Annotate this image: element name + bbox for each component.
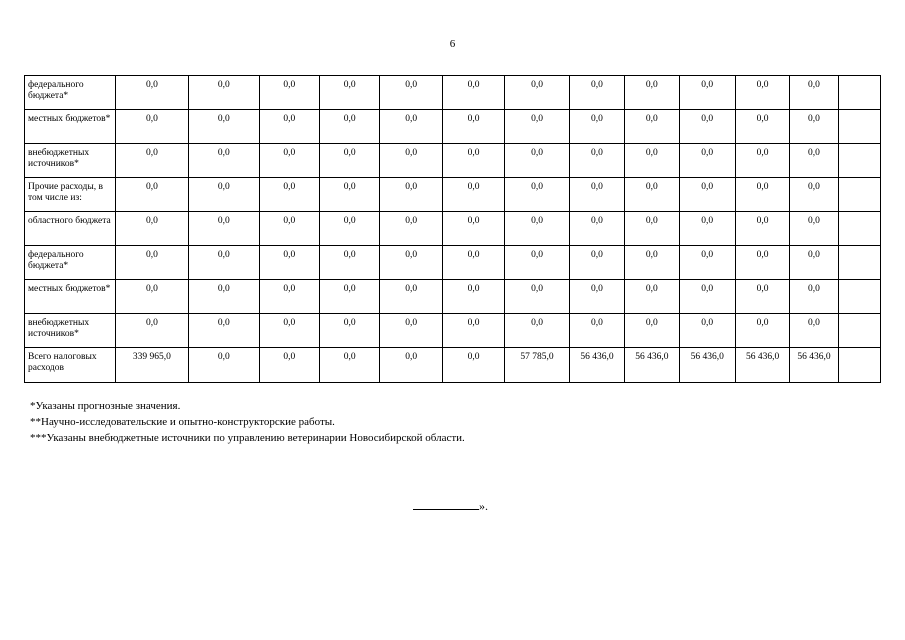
table-cell: 0,0: [189, 314, 259, 348]
table-cell: 0,0: [790, 178, 838, 212]
budget-table: [24, 75, 881, 383]
table-cell: 0,0: [790, 280, 838, 314]
table-cell: 0,0: [442, 178, 504, 212]
table-cell: 0,0: [790, 144, 838, 178]
table-cell: 0,0: [735, 212, 789, 246]
table-row: [25, 178, 881, 212]
table-cell: 0,0: [442, 246, 504, 280]
table-cell: 0,0: [625, 314, 679, 348]
table-cell: 0,0: [505, 178, 569, 212]
table-cell: 0,0: [735, 178, 789, 212]
row-label: областного бюджета: [25, 212, 116, 246]
table-cell: 0,0: [735, 144, 789, 178]
table-cell: 0,0: [735, 76, 789, 110]
table-cell: 0,0: [320, 110, 380, 144]
table-cell: 0,0: [442, 280, 504, 314]
table-cell: 0,0: [735, 280, 789, 314]
table-cell: 0,0: [380, 212, 442, 246]
table-cell: 0,0: [189, 76, 259, 110]
table-cell: 0,0: [320, 348, 380, 383]
row-label: федерального бюджета*: [25, 76, 116, 110]
table-row: [25, 212, 881, 246]
table-cell: 0,0: [380, 110, 442, 144]
table-cell: 0,0: [505, 280, 569, 314]
table-cell: 0,0: [679, 280, 735, 314]
table-cell: 0,0: [569, 280, 624, 314]
table-cell: 0,0: [320, 144, 380, 178]
table-cell: 0,0: [625, 110, 679, 144]
table-row: [25, 314, 881, 348]
table-cell: 56 436,0: [790, 348, 838, 383]
table-cell: 0,0: [625, 144, 679, 178]
table-cell: [838, 212, 880, 246]
table-row: [25, 110, 881, 144]
table-cell: 339 965,0: [115, 348, 189, 383]
table-cell: 0,0: [115, 110, 189, 144]
table-cell: 0,0: [505, 110, 569, 144]
table-cell: 56 436,0: [679, 348, 735, 383]
table-cell: 0,0: [625, 76, 679, 110]
table-cell: 0,0: [442, 76, 504, 110]
table-cell: 0,0: [115, 76, 189, 110]
table-row: [25, 280, 881, 314]
table-cell: 56 436,0: [625, 348, 679, 383]
table-cell: 0,0: [790, 110, 838, 144]
table-cell: 0,0: [320, 76, 380, 110]
table-cell: [838, 178, 880, 212]
footnote-extrabudgetary: ***Указаны внебюджетные источники по управлению ветеринарии Новосибирской области.: [30, 432, 465, 444]
table-cell: 0,0: [320, 212, 380, 246]
table-cell: 0,0: [115, 280, 189, 314]
table-cell: 0,0: [442, 144, 504, 178]
table-cell: 0,0: [679, 76, 735, 110]
table-cell: 0,0: [115, 178, 189, 212]
table-cell: 0,0: [505, 76, 569, 110]
footnote-forecast: *Указаны прогнозные значения.: [30, 400, 181, 412]
table-cell: 0,0: [679, 212, 735, 246]
table-cell: 0,0: [259, 212, 319, 246]
table-cell: 0,0: [679, 178, 735, 212]
table-cell: 0,0: [790, 314, 838, 348]
table-cell: 0,0: [115, 314, 189, 348]
table-cell: 0,0: [735, 110, 789, 144]
table-cell: 0,0: [569, 314, 624, 348]
table-cell: [838, 110, 880, 144]
page-number: 6: [449, 38, 456, 50]
table-row: [25, 144, 881, 178]
table-cell: 0,0: [380, 144, 442, 178]
table-cell: 0,0: [189, 110, 259, 144]
table-cell: 0,0: [505, 212, 569, 246]
table-cell: 0,0: [735, 314, 789, 348]
table-cell: 0,0: [442, 314, 504, 348]
table-cell: 0,0: [679, 144, 735, 178]
closing-signature-line: [413, 497, 488, 514]
table-cell: [838, 144, 880, 178]
table-cell: 0,0: [679, 246, 735, 280]
table-cell: 0,0: [569, 76, 624, 110]
table-cell: 0,0: [790, 212, 838, 246]
table-cell: 0,0: [259, 110, 319, 144]
table-cell: 0,0: [320, 280, 380, 314]
table-cell: [838, 348, 880, 383]
table-cell: 0,0: [569, 178, 624, 212]
table-cell: 0,0: [625, 246, 679, 280]
table-cell: 0,0: [115, 212, 189, 246]
table-cell: [838, 76, 880, 110]
table-cell: 0,0: [505, 314, 569, 348]
table-cell: 0,0: [189, 280, 259, 314]
table-cell: 0,0: [320, 314, 380, 348]
table-row: [25, 246, 881, 280]
table-cell: 0,0: [189, 144, 259, 178]
footnote-rnd: **Научно-исследовательские и опытно-конструкторские работы.: [30, 416, 335, 428]
table-cell: 0,0: [259, 246, 319, 280]
table-cell: 0,0: [259, 76, 319, 110]
table-cell: 0,0: [569, 246, 624, 280]
table-cell: 56 436,0: [569, 348, 624, 383]
row-label: внебюджетных источников*: [25, 144, 116, 178]
table-cell: 0,0: [259, 280, 319, 314]
table-cell: 0,0: [569, 144, 624, 178]
table-cell: 0,0: [380, 280, 442, 314]
table-cell: 57 785,0: [505, 348, 569, 383]
table-cell: 0,0: [569, 110, 624, 144]
row-label: внебюджетных источников*: [25, 314, 116, 348]
table-cell: 0,0: [320, 246, 380, 280]
table-cell: 0,0: [442, 110, 504, 144]
table-cell: 0,0: [380, 178, 442, 212]
table-cell: 0,0: [380, 246, 442, 280]
table-cell: 0,0: [625, 280, 679, 314]
table-cell: 0,0: [380, 314, 442, 348]
blank-underline: [413, 497, 479, 510]
table-cell: 0,0: [189, 246, 259, 280]
row-label: Прочие расходы, в том числе из:: [25, 178, 116, 212]
table-cell: 0,0: [679, 314, 735, 348]
table-cell: 0,0: [259, 348, 319, 383]
table-cell: 0,0: [569, 212, 624, 246]
table-row: [25, 76, 881, 110]
row-label: местных бюджетов*: [25, 110, 116, 144]
table-cell: 0,0: [189, 178, 259, 212]
table-cell: 0,0: [189, 212, 259, 246]
table-body: [25, 76, 881, 383]
closing-mark: ».: [479, 499, 488, 513]
row-label: Всего налоговых расходов: [25, 348, 116, 383]
table-cell: 0,0: [625, 178, 679, 212]
table-cell: 0,0: [380, 76, 442, 110]
table-cell: 0,0: [442, 212, 504, 246]
table-cell: [838, 280, 880, 314]
table-cell: 0,0: [679, 110, 735, 144]
row-label: федерального бюджета*: [25, 246, 116, 280]
table-cell: 0,0: [380, 348, 442, 383]
table-cell: 0,0: [625, 212, 679, 246]
table-cell: 0,0: [790, 246, 838, 280]
table-cell: 0,0: [505, 144, 569, 178]
table-cell: 56 436,0: [735, 348, 789, 383]
table-cell: 0,0: [259, 314, 319, 348]
table-cell: 0,0: [259, 144, 319, 178]
table-cell: 0,0: [115, 144, 189, 178]
table-row: [25, 348, 881, 383]
table-cell: 0,0: [505, 246, 569, 280]
table-cell: 0,0: [320, 178, 380, 212]
table-cell: 0,0: [259, 178, 319, 212]
table-cell: 0,0: [735, 246, 789, 280]
table-cell: 0,0: [790, 76, 838, 110]
table-cell: 0,0: [442, 348, 504, 383]
footnotes: [30, 398, 465, 446]
row-label: местных бюджетов*: [25, 280, 116, 314]
table-cell: [838, 314, 880, 348]
table-cell: [838, 246, 880, 280]
table-cell: 0,0: [189, 348, 259, 383]
table-cell: 0,0: [115, 246, 189, 280]
